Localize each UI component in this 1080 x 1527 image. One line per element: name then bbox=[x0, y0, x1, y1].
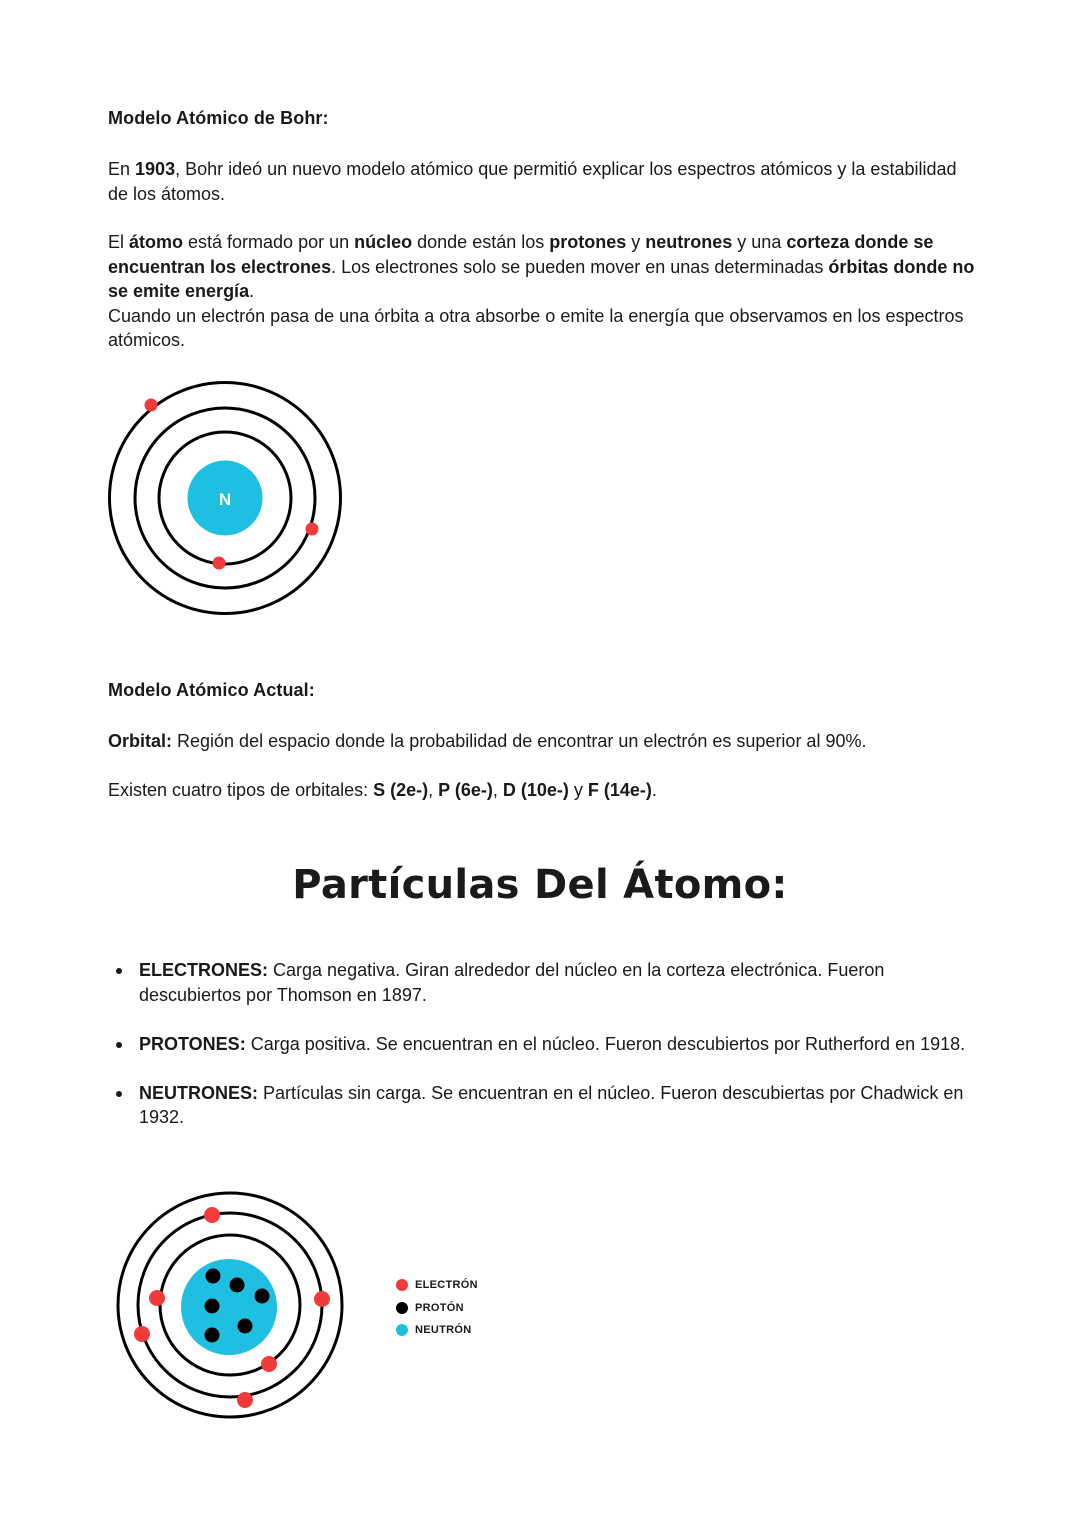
bold-text: F (14e-) bbox=[587, 780, 652, 800]
electron bbox=[237, 1392, 253, 1408]
text-run: Carga negativa. Giran alrededor del núcleo en la corteza electrónica. Fueron descubiertos por Thomson en 1897. bbox=[139, 960, 885, 1005]
text-run: Región del espacio donde la probabilidad de encontrar un electrón es superior al 90%. bbox=[172, 731, 867, 751]
legend-label-neutron: NEUTRÓN bbox=[415, 1324, 472, 1337]
electron bbox=[314, 1291, 330, 1307]
electron-dot-icon bbox=[396, 1279, 408, 1291]
text-run: y bbox=[568, 780, 588, 800]
list-item-electrones bbox=[108, 958, 978, 1007]
list-item-neutrones bbox=[108, 1081, 978, 1130]
text-run: , bbox=[428, 780, 439, 800]
nucleus-proton bbox=[205, 1328, 220, 1343]
bold-text: NEUTRONES: bbox=[139, 1082, 259, 1103]
bold-text: corteza donde se encuentran los electrones bbox=[108, 232, 934, 277]
bold-text: 1903 bbox=[135, 159, 176, 179]
bohr-electron bbox=[306, 523, 319, 536]
nucleus-proton bbox=[255, 1289, 270, 1304]
text-run: y bbox=[626, 232, 646, 252]
electron bbox=[204, 1207, 220, 1223]
bold-text: S (2e-) bbox=[373, 780, 429, 800]
bohr-paragraph-3-text bbox=[108, 306, 964, 351]
bold-text: órbitas donde no se emite energía bbox=[108, 256, 975, 301]
bohr-nucleus-label: N bbox=[218, 490, 232, 509]
bohr-electron bbox=[145, 399, 158, 412]
text-run: En bbox=[108, 159, 136, 179]
bold-text: Orbital: bbox=[108, 731, 173, 751]
text-run: . Los electrones solo se pueden mover en unas determinadas bbox=[331, 256, 829, 277]
legend-label-proton: PROTÓN bbox=[415, 1301, 464, 1314]
bohr-electron bbox=[213, 557, 226, 570]
bold-text: neutrones bbox=[645, 232, 733, 252]
bold-text: P (6e-) bbox=[438, 780, 493, 800]
bold-text: átomo bbox=[129, 232, 184, 252]
text-run: Existen cuatro tipos de orbitales: bbox=[108, 780, 374, 800]
nucleus-proton bbox=[206, 1269, 221, 1284]
text-run: Carga positiva. Se encuentran en el núcleo. Fueron descubiertos por Rutherford en 1918. bbox=[245, 1033, 966, 1054]
nucleus-proton bbox=[238, 1319, 253, 1334]
text-run: . bbox=[651, 780, 657, 800]
text-run: . bbox=[249, 281, 255, 301]
electron bbox=[261, 1356, 277, 1372]
text-run: El bbox=[108, 232, 130, 252]
electron bbox=[134, 1326, 150, 1342]
atom-particles-diagram bbox=[105, 1180, 355, 1430]
text-run: , bbox=[492, 780, 503, 800]
bold-text: PROTONES: bbox=[139, 1033, 246, 1054]
text-run: y una bbox=[732, 232, 787, 252]
neutron-dot-icon bbox=[396, 1324, 408, 1336]
list-item-protones bbox=[108, 1032, 978, 1057]
bold-text: núcleo bbox=[354, 232, 413, 252]
nucleus-proton bbox=[230, 1278, 245, 1293]
nucleus-neutron bbox=[181, 1259, 277, 1355]
proton-dot-icon bbox=[396, 1302, 408, 1314]
electron bbox=[149, 1290, 165, 1306]
bohr-paragraph-2-text bbox=[108, 232, 974, 301]
text-run: donde están los bbox=[412, 232, 550, 252]
text-run: está formado por un bbox=[183, 232, 355, 252]
orbital-types bbox=[108, 778, 978, 803]
text-run: , Bohr ideó un nuevo modelo atómico que permitió explicar los espectros atómicos y la estabilidad de los átomos. bbox=[108, 159, 957, 204]
bold-text: D (10e-) bbox=[502, 780, 569, 800]
text-run: Partículas sin carga. Se encuentran en el núcleo. Fueron descubiertas por Chadwick en 1932. bbox=[139, 1082, 964, 1127]
particles-legend bbox=[396, 1274, 478, 1342]
legend-label-electron: ELECTRÓN bbox=[415, 1279, 478, 1292]
legend-row-neutron bbox=[396, 1319, 478, 1342]
bold-text: protones bbox=[549, 232, 627, 252]
bohr-heading: Modelo Atómico de Bohr: bbox=[108, 108, 329, 128]
nucleus-proton bbox=[205, 1299, 220, 1314]
particles-title: Partículas Del Átomo: bbox=[292, 862, 788, 908]
bohr-atom-diagram bbox=[100, 372, 350, 624]
particles-list bbox=[108, 958, 978, 1154]
text-run: Cuando un electrón pasa de una órbita a otra absorbe o emite la energía que observamos en los espectros atómicos. bbox=[108, 305, 964, 350]
bold-text: ELECTRONES: bbox=[139, 960, 269, 980]
legend-row-proton bbox=[396, 1297, 478, 1320]
actual-heading: Modelo Atómico Actual: bbox=[108, 680, 315, 700]
orbital-definition bbox=[108, 729, 978, 754]
legend-row-electron bbox=[396, 1274, 478, 1297]
bohr-paragraph-1 bbox=[108, 157, 978, 206]
bohr-paragraph-2 bbox=[108, 230, 978, 353]
